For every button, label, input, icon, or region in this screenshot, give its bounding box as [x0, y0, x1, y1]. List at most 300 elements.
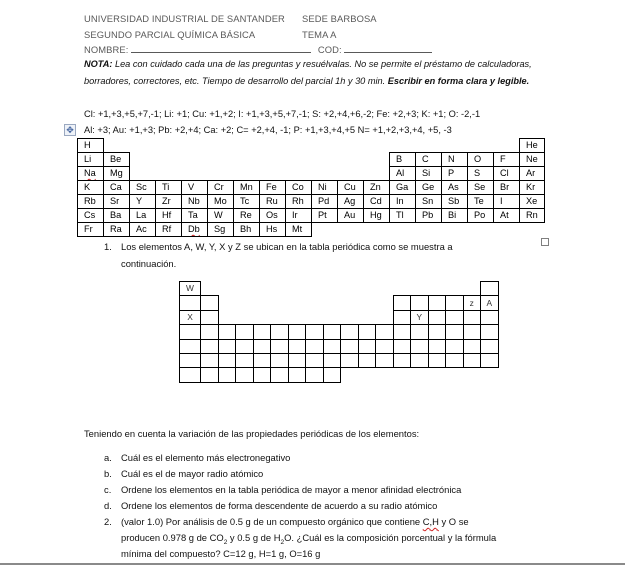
- element-cell: Rn: [520, 209, 545, 223]
- empty-cell: [208, 167, 234, 181]
- empty-cell: [416, 139, 442, 153]
- empty-cell: [306, 310, 324, 324]
- element-cell: I: [494, 195, 520, 209]
- name-blank[interactable]: [131, 44, 311, 53]
- empty-cell: [358, 296, 376, 310]
- element-cell: O: [468, 153, 494, 167]
- grid-cell: [446, 325, 464, 339]
- grid-row-7: [180, 368, 499, 382]
- empty-cell: [288, 296, 306, 310]
- element-cell: Hg: [364, 209, 390, 223]
- empty-cell: [271, 296, 289, 310]
- element-cell: Cr: [208, 181, 234, 195]
- empty-cell: [218, 282, 236, 296]
- element-cell: Bh: [234, 223, 260, 237]
- element-cell: Ne: [520, 153, 545, 167]
- grid-cell: [446, 353, 464, 367]
- empty-cell: [253, 310, 271, 324]
- element-cell: N: [442, 153, 468, 167]
- grid-cell: [288, 368, 306, 382]
- grid-cell: [376, 339, 394, 353]
- q2-co2-text: producen 0.978 g de CO: [121, 532, 224, 543]
- exam-title: SEGUNDO PARCIAL QUÍMICA BÁSICA: [84, 29, 256, 40]
- empty-cell: [236, 282, 254, 296]
- grid-cell: [411, 325, 429, 339]
- element-cell: Cs: [78, 209, 104, 223]
- grid-row-1: [180, 282, 499, 296]
- empty-cell: [393, 282, 411, 296]
- element-cell: As: [442, 181, 468, 195]
- grid-cell: [271, 353, 289, 367]
- grid-cell: [411, 353, 429, 367]
- grid-cell: [323, 368, 341, 382]
- empty-cell: [182, 139, 208, 153]
- empty-cell: [130, 153, 156, 167]
- table-move-handle-icon[interactable]: ✥: [64, 124, 76, 136]
- empty-cell: [520, 223, 545, 237]
- empty-cell: [393, 368, 411, 382]
- grid-cell: [271, 368, 289, 382]
- empty-cell: [376, 368, 394, 382]
- element-cell: Xe: [520, 195, 545, 209]
- grid-cell: [306, 339, 324, 353]
- grid-cell: [481, 282, 499, 296]
- grid-cell: [428, 353, 446, 367]
- empty-cell: [182, 167, 208, 181]
- q1-text-line-1: Los elementos A, W, Y, X y Z se ubican en la tabla periódica como se muestra a: [121, 241, 453, 252]
- empty-cell: [286, 153, 312, 167]
- grid-cell: [481, 339, 499, 353]
- grid-cell: [428, 325, 446, 339]
- grid-cell: [288, 325, 306, 339]
- grid-cell: [411, 339, 429, 353]
- periodic-row-7: [78, 223, 545, 237]
- empty-cell: [341, 368, 359, 382]
- grid-cell: [180, 339, 201, 353]
- grid-cell: [201, 296, 219, 310]
- empty-cell: [208, 153, 234, 167]
- element-cell: Y: [130, 195, 156, 209]
- q1-text-line-2: continuación.: [121, 258, 177, 269]
- periodic-row-2: [78, 153, 545, 167]
- empty-cell: [312, 139, 338, 153]
- empty-cell: [271, 282, 289, 296]
- grid-cell: [201, 353, 219, 367]
- element-cell: Ar: [520, 167, 545, 181]
- empty-cell: [463, 282, 481, 296]
- element-cell: Cl: [494, 167, 520, 181]
- grid-cell: [236, 353, 254, 367]
- element-cell: Hf: [156, 209, 182, 223]
- periodic-row-5: [78, 195, 545, 209]
- element-cell: Mo: [208, 195, 234, 209]
- q2-elements-ch: C,H: [422, 516, 439, 527]
- element-cell: Po: [468, 209, 494, 223]
- grid-cell: [253, 353, 271, 367]
- grid-cell: [358, 325, 376, 339]
- empty-cell: [234, 153, 260, 167]
- grid-cell-w: W: [180, 282, 201, 296]
- element-cell: Sn: [416, 195, 442, 209]
- empty-cell: [130, 139, 156, 153]
- empty-cell: [234, 167, 260, 181]
- element-cell: H: [78, 139, 104, 153]
- q1-number: 1.: [104, 241, 112, 252]
- blank-periodic-grid: [179, 281, 499, 383]
- oxidation-states-line-2: Al: +3; Au: +1,+3; Pb: +2,+4; Ca: +2; C= +2,+4, -1; P: +1,+3,+4,+5 N= +1,+2,+3,+4, +5, -3: [84, 125, 452, 135]
- note-label: NOTA:: [84, 59, 113, 69]
- grid-cell: [323, 339, 341, 353]
- element-cell: Ni: [312, 181, 338, 195]
- element-cell: K: [78, 181, 104, 195]
- q2-h2o-subscript: 2: [280, 538, 285, 546]
- grid-cell: [446, 296, 464, 310]
- grid-cell: [201, 325, 219, 339]
- grid-cell: [323, 325, 341, 339]
- grid-cell-x: X: [180, 310, 201, 324]
- element-cell: Os: [260, 209, 286, 223]
- q1-item-b-marker: b.: [104, 468, 112, 479]
- q1-item-d: Ordene los elementos de forma descendente de acuerdo a su radio atómico: [121, 500, 438, 511]
- empty-cell: [411, 368, 429, 382]
- grid-cell: [271, 339, 289, 353]
- element-cell: W: [208, 209, 234, 223]
- q2-line-2: [121, 532, 496, 546]
- empty-cell: [312, 167, 338, 181]
- grid-cell: [376, 353, 394, 367]
- grid-cell: [288, 353, 306, 367]
- empty-cell: [156, 167, 182, 181]
- element-cell: La: [130, 209, 156, 223]
- element-cell: Cu: [338, 181, 364, 195]
- element-cell: Sb: [442, 195, 468, 209]
- empty-cell: [411, 282, 429, 296]
- empty-cell: [416, 223, 442, 237]
- element-cell: V: [182, 181, 208, 195]
- grid-cell: [341, 339, 359, 353]
- empty-cell: [446, 368, 464, 382]
- periodic-row-3: [78, 167, 545, 181]
- q2-co2-subscript: 2: [223, 538, 228, 546]
- empty-cell: [253, 296, 271, 310]
- element-cell: Hs: [260, 223, 286, 237]
- empty-cell: [494, 139, 520, 153]
- element-cell: P: [442, 167, 468, 181]
- empty-cell: [201, 282, 219, 296]
- element-cell: Mt: [286, 223, 312, 237]
- empty-cell: [341, 296, 359, 310]
- empty-cell: [428, 282, 446, 296]
- grid-cell: [463, 339, 481, 353]
- grid-cell: [201, 368, 219, 382]
- element-cell: Br: [494, 181, 520, 195]
- element-cell: Ca: [104, 181, 130, 195]
- empty-cell: [341, 310, 359, 324]
- q2-line-3: mínima del compuesto? C=12 g, H=1 g, O=16 g: [121, 548, 321, 559]
- empty-cell: [260, 139, 286, 153]
- grid-cell: [341, 353, 359, 367]
- element-cell: Pd: [312, 195, 338, 209]
- grid-cell: [358, 339, 376, 353]
- element-cell: Li: [78, 153, 104, 167]
- element-cell: B: [390, 153, 416, 167]
- empty-cell: [156, 139, 182, 153]
- empty-cell: [463, 368, 481, 382]
- empty-cell: [376, 296, 394, 310]
- grid-cell: [393, 296, 411, 310]
- code-blank[interactable]: [344, 44, 432, 53]
- exam-note: [84, 56, 546, 90]
- grid-cell: [180, 325, 201, 339]
- element-cell: C: [416, 153, 442, 167]
- element-cell: Pt: [312, 209, 338, 223]
- grid-cell: [428, 339, 446, 353]
- element-cell: In: [390, 195, 416, 209]
- code-label: COD:: [317, 44, 342, 55]
- grid-cell: [411, 296, 429, 310]
- periodic-table: [77, 138, 545, 237]
- element-cell: Ga: [390, 181, 416, 195]
- grid-cell: [463, 325, 481, 339]
- grid-cell: [393, 339, 411, 353]
- empty-cell: [260, 153, 286, 167]
- element-cell: Mg: [104, 167, 130, 181]
- name-field[interactable]: [84, 44, 432, 55]
- empty-cell: [390, 223, 416, 237]
- grid-cell: [236, 325, 254, 339]
- empty-cell: [253, 282, 271, 296]
- empty-cell: [341, 282, 359, 296]
- grid-cell: [201, 310, 219, 324]
- element-cell: Sc: [130, 181, 156, 195]
- empty-cell: [338, 139, 364, 153]
- element-cell: Ra: [104, 223, 130, 237]
- empty-cell: [358, 310, 376, 324]
- grid-cell: [218, 353, 236, 367]
- empty-cell: [182, 153, 208, 167]
- periodic-row-4: [78, 181, 545, 195]
- element-cell: Ac: [130, 223, 156, 237]
- empty-cell: [376, 310, 394, 324]
- empty-cell: [338, 223, 364, 237]
- empty-cell: [390, 139, 416, 153]
- empty-cell: [306, 282, 324, 296]
- q1-item-d-marker: d.: [104, 500, 112, 511]
- element-cell: Be: [104, 153, 130, 167]
- element-cell: Si: [416, 167, 442, 181]
- empty-cell: [288, 282, 306, 296]
- element-cell: Rh: [286, 195, 312, 209]
- element-cell: Ti: [156, 181, 182, 195]
- q2-line-1: [121, 516, 469, 527]
- empty-cell: [260, 167, 286, 181]
- grid-cell: [306, 353, 324, 367]
- grid-row-5: [180, 339, 499, 353]
- element-cell: Tl: [390, 209, 416, 223]
- empty-cell: [312, 153, 338, 167]
- empty-cell: [271, 310, 289, 324]
- element-cell: Ta: [182, 209, 208, 223]
- grid-row-6: [180, 353, 499, 367]
- grid-cell-a: A: [481, 296, 499, 310]
- grid-row-2: [180, 296, 499, 310]
- empty-cell: [130, 167, 156, 181]
- oxidation-states-line-1: Cl: +1,+3,+5,+7,-1; Li: +1; Cu: +1,+2; I: +1,+3,+5,+7,-1; S: +2,+4,+6,-2; Fe: +2,+3; K: +1; O: -2,-1: [84, 109, 481, 119]
- q2-number: 2.: [104, 516, 112, 527]
- element-cell: S: [468, 167, 494, 181]
- element-cell: Sr: [104, 195, 130, 209]
- empty-cell: [442, 139, 468, 153]
- element-cell: Mn: [234, 181, 260, 195]
- empty-cell: [323, 282, 341, 296]
- grid-cell: [180, 296, 201, 310]
- grid-cell: [201, 339, 219, 353]
- element-cell: F: [494, 153, 520, 167]
- empty-cell: [306, 296, 324, 310]
- grid-cell: [218, 339, 236, 353]
- element-cell: Fe: [260, 181, 286, 195]
- element-cell: Ge: [416, 181, 442, 195]
- grid-row-4: [180, 325, 499, 339]
- element-cell: Zn: [364, 181, 390, 195]
- element-cell: Ba: [104, 209, 130, 223]
- empty-cell: [234, 139, 260, 153]
- empty-cell: [312, 223, 338, 237]
- element-cell: Rf: [156, 223, 182, 237]
- empty-cell: [364, 139, 390, 153]
- empty-cell: [323, 296, 341, 310]
- grid-cell: [393, 325, 411, 339]
- grid-cell: [446, 339, 464, 353]
- empty-cell: [286, 139, 312, 153]
- empty-cell: [323, 310, 341, 324]
- empty-cell: [236, 296, 254, 310]
- grid-cell: [218, 368, 236, 382]
- grid-cell: [306, 325, 324, 339]
- grid-cell: [341, 325, 359, 339]
- empty-cell: [358, 282, 376, 296]
- q2-line-1-tail: y O se: [438, 516, 469, 527]
- empty-cell: [218, 310, 236, 324]
- grid-cell: [236, 339, 254, 353]
- note-text: Lea con cuidado cada una de las preguntas y resuélvalas. No se permite el préstamo de calculadoras, borradores, correctores, etc. Tiempo de desarrollo del parcial 1h y 30 min.: [84, 59, 532, 86]
- grid-cell: [463, 353, 481, 367]
- grid-cell: [393, 353, 411, 367]
- grid-cell: [428, 296, 446, 310]
- grid-cell: [376, 325, 394, 339]
- empty-cell: [358, 368, 376, 382]
- q1-item-a: Cuál es el elemento más electronegativo: [121, 452, 291, 463]
- empty-cell: [104, 139, 130, 153]
- grid-cell: [428, 310, 446, 324]
- q1-item-c: Ordene los elementos en la tabla periódica de mayor a menor afinidad electrónica: [121, 484, 462, 495]
- element-cell: Se: [468, 181, 494, 195]
- element-cell: Db: [182, 223, 208, 237]
- grid-cell: [180, 368, 201, 382]
- empty-cell: [364, 153, 390, 167]
- grid-cell: [271, 325, 289, 339]
- empty-cell: [442, 223, 468, 237]
- table-resize-handle[interactable]: [541, 238, 549, 246]
- grid-cell: [481, 325, 499, 339]
- element-cell: Nb: [182, 195, 208, 209]
- element-cell: At: [494, 209, 520, 223]
- element-cell: Fr: [78, 223, 104, 237]
- element-cell: Zr: [156, 195, 182, 209]
- periodic-row-1: [78, 139, 545, 153]
- empty-cell: [364, 167, 390, 181]
- grid-cell: [463, 310, 481, 324]
- grid-row-3: [180, 310, 499, 324]
- empty-cell: [376, 282, 394, 296]
- element-cell: Kr: [520, 181, 545, 195]
- grid-cell: [306, 368, 324, 382]
- q2-h2o-text: y 0.5 g de H: [227, 532, 281, 543]
- grid-cell: [446, 310, 464, 324]
- grid-cell: [288, 339, 306, 353]
- empty-cell: [468, 223, 494, 237]
- empty-cell: [286, 167, 312, 181]
- q1-intro: Teniendo en cuenta la variación de las propiedades periódicas de los elementos:: [84, 428, 420, 439]
- empty-cell: [338, 153, 364, 167]
- grid-cell: [218, 325, 236, 339]
- grid-cell: [236, 368, 254, 382]
- q1-item-a-marker: a.: [104, 452, 112, 463]
- element-cell: Bi: [442, 209, 468, 223]
- element-cell: Al: [390, 167, 416, 181]
- grid-cell: [253, 368, 271, 382]
- empty-cell: [208, 139, 234, 153]
- grid-cell: [393, 310, 411, 324]
- grid-cell: [481, 310, 499, 324]
- name-label: NOMBRE:: [84, 44, 129, 55]
- grid-cell: [253, 339, 271, 353]
- element-cell: Na: [78, 167, 104, 181]
- grid-cell-y: Y: [411, 310, 429, 324]
- element-cell: Re: [234, 209, 260, 223]
- element-cell: Cd: [364, 195, 390, 209]
- grid-cell-z: z: [463, 296, 481, 310]
- element-cell: Pb: [416, 209, 442, 223]
- empty-cell: [236, 310, 254, 324]
- q2-line-1-text: (valor 1.0) Por análisis de 0.5 g de un compuesto orgánico que contiene: [121, 516, 423, 527]
- element-cell: Co: [286, 181, 312, 195]
- grid-cell: [481, 353, 499, 367]
- empty-cell: [288, 310, 306, 324]
- empty-cell: [468, 139, 494, 153]
- exam-version: TEMA A: [302, 29, 337, 40]
- empty-cell: [494, 223, 520, 237]
- element-cell: Ru: [260, 195, 286, 209]
- element-cell: Te: [468, 195, 494, 209]
- campus-name: SEDE BARBOSA: [302, 13, 377, 24]
- element-cell: Ag: [338, 195, 364, 209]
- grid-cell: [253, 325, 271, 339]
- element-cell: Tc: [234, 195, 260, 209]
- empty-cell: [364, 223, 390, 237]
- q1-item-c-marker: c.: [104, 484, 112, 495]
- q1-item-b: Cuál es el de mayor radio atómico: [121, 468, 264, 479]
- element-cell: He: [520, 139, 545, 153]
- empty-cell: [481, 368, 499, 382]
- q2-question-text: O. ¿Cuál es la composición porcentual y la fórmula: [284, 532, 497, 543]
- element-cell: Au: [338, 209, 364, 223]
- empty-cell: [446, 282, 464, 296]
- grid-cell: [323, 353, 341, 367]
- element-cell: Rb: [78, 195, 104, 209]
- empty-cell: [156, 153, 182, 167]
- empty-cell: [428, 368, 446, 382]
